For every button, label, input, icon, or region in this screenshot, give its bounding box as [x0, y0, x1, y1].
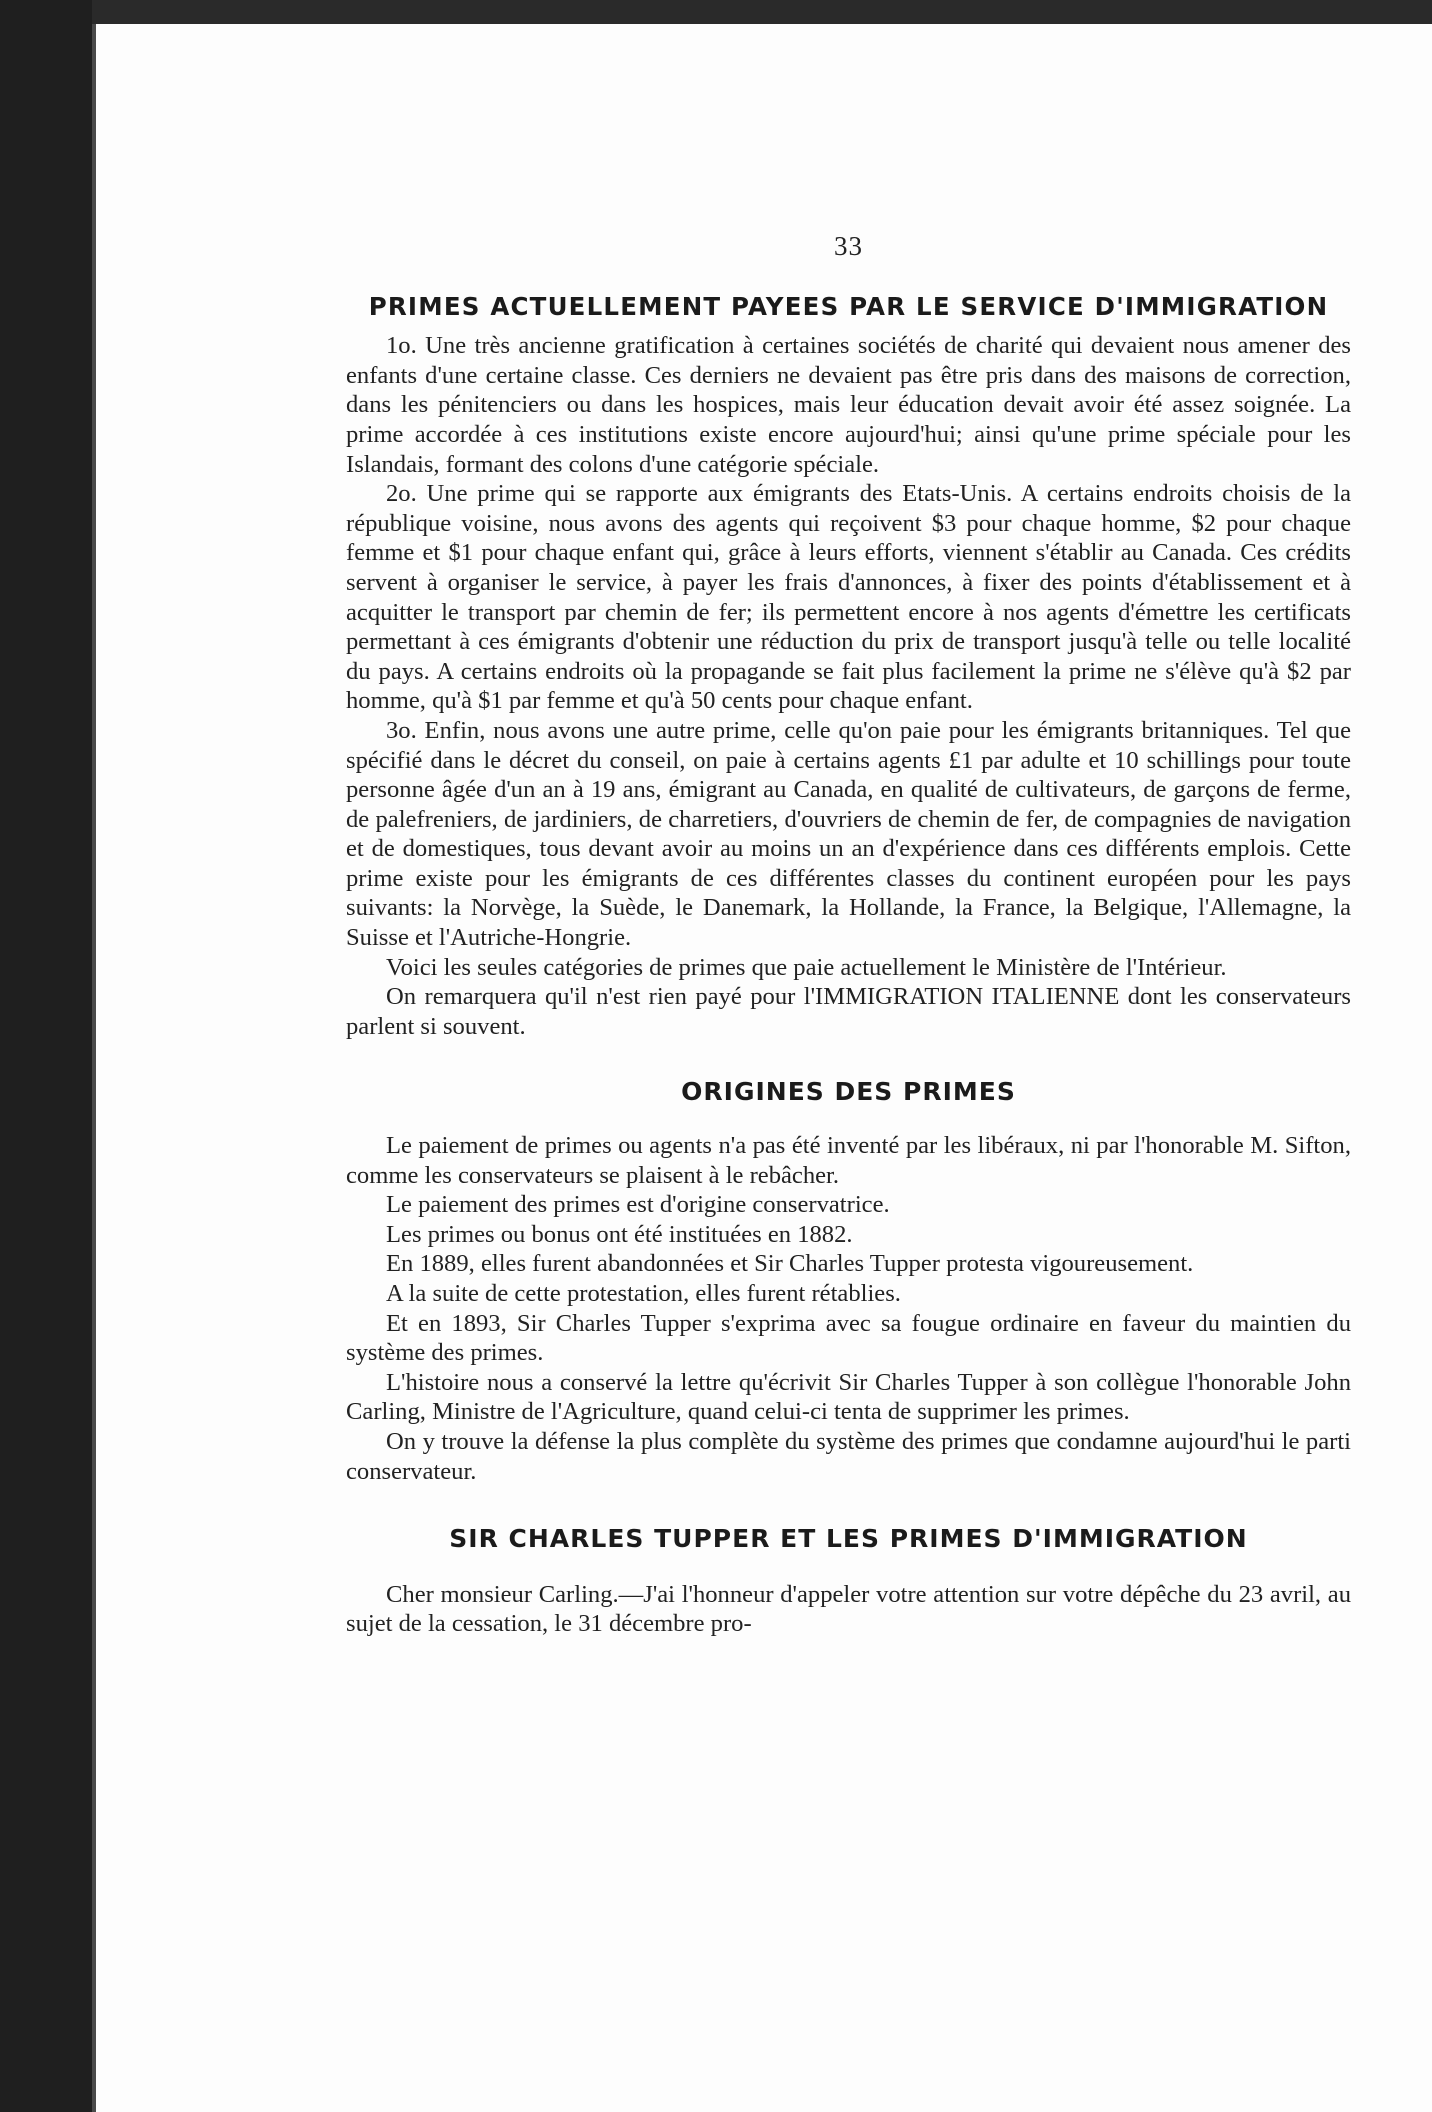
paragraph: L'histoire nous a conservé la lettre qu'écrivit Sir Charles Tupper à son collègue l'honorable John Carling, Ministre de l'Agriculture, quand celui-ci tenta de supprimer les primes. — [346, 1368, 1351, 1426]
paragraph: Le paiement des primes est d'origine conservatrice. — [386, 1191, 890, 1219]
scan-left-border — [0, 0, 92, 2112]
document-page — [92, 24, 1432, 2112]
paragraph: En 1889, elles furent abandonnées et Sir Charles Tupper protesta vigoureusement. — [386, 1250, 1194, 1278]
paragraph: Voici les seules catégories de primes que paie actuellement le Ministère de l'Intérieur. — [386, 953, 1227, 981]
page-number: 33 — [834, 231, 863, 261]
scan-top-border — [0, 0, 1432, 24]
paragraph: 1o. Une très ancienne gratification à certaines sociétés de charité qui devaient nous amener des enfants d'une certaine classe. Ces derniers ne devaient pas être pris dans des maisons de correction, dans les pénitenciers ou dans les hospices, mais leur éducation devait avoir été assez soignée. La prime accordée à ces institutions existe encore aujourd'hui; ainsi qu'une prime spéciale pour les Islandais, formant des colons d'une catégorie spéciale. — [346, 332, 1351, 478]
page-content — [346, 224, 1351, 1639]
section-heading-tupper: SIR CHARLES TUPPER ET LES PRIMES D'IMMIGRATION — [449, 1524, 1248, 1554]
paragraph: On y trouve la défense la plus complète du système des primes que condamne aujourd'hui le parti conservateur. — [346, 1427, 1351, 1485]
paragraph: 3o. Enfin, nous avons une autre prime, celle qu'on paie pour les émigrants britanniques. Tel que spécifié dans le décret du conseil, on paie à certains agents £1 par adulte et 10 schillings pour toute personne âgée d'un an à 19 ans, émigrant au Canada, en qualité de cultivateurs, de garçons de ferme, de palefreniers, de jardiniers, de charretiers, d'ouvriers de chemin de fer, de compagnies de navigation et de domestiques, tous devant avoir au moins un an d'expérience dans ces différents emplois. Cette prime existe pour les émigrants de ces différentes classes du continent européen pour les pays suivants: la Norvège, la Suède, le Danemark, la Hollande, la France, la Belgique, l'Allemagne, la Suisse et l'Autriche-Hongrie. — [346, 716, 1351, 952]
section-heading-origines: ORIGINES DES PRIMES — [681, 1077, 1016, 1107]
paragraph: A la suite de cette protestation, elles furent rétablies. — [386, 1280, 901, 1307]
paragraph: Les primes ou bonus ont été instituées en 1882. — [386, 1220, 853, 1248]
paragraph: 2o. Une prime qui se rapporte aux émigrants des Etats-Unis. A certains endroits choisis de la république voisine, nous avons des agents qui reçoivent $3 pour chaque homme, $2 pour chaque femme et $1 pour chaque enfant qui, grâce à leurs efforts, viennent s'établir au Canada. Ces crédits servent à organiser le service, à payer les frais d'annonces, à fixer des points d'établissement et à acquitter le transport par chemin de fer; ils permettent encore à nos agents d'émettre les certificats permettant à ces émigrants d'obtenir une réduction du prix de transport jusqu'à telle ou telle localité du pays. A certains endroits où la propagande se fait plus facilement la prime ne s'élève qu'à $2 par homme, qu'à $1 par femme et qu'à 50 cents pour chaque enfant. — [346, 480, 1351, 715]
paragraph: Et en 1893, Sir Charles Tupper s'exprima avec sa fougue ordinaire en faveur du maintien du système des primes. — [346, 1309, 1351, 1367]
letter-paragraph: Cher monsieur Carling.—J'ai l'honneur d'appeler votre attention sur votre dépêche du 23 avril, au sujet de la cessation, le 31 décembre pro- — [346, 1580, 1351, 1638]
paragraph: Le paiement de primes ou agents n'a pas été inventé par les libéraux, ni par l'honorable M. Sifton, comme les conservateurs se plaisent à le rebâcher. — [346, 1132, 1351, 1189]
paragraph: On remarquera qu'il n'est rien payé pour l'IMMIGRATION ITALIENNE dont les conservateurs parlent si souvent. — [346, 983, 1351, 1040]
section-heading-primes-actuelles: PRIMES ACTUELLEMENT PAYEES PAR LE SERVICE D'IMMIGRATION — [368, 291, 1329, 321]
